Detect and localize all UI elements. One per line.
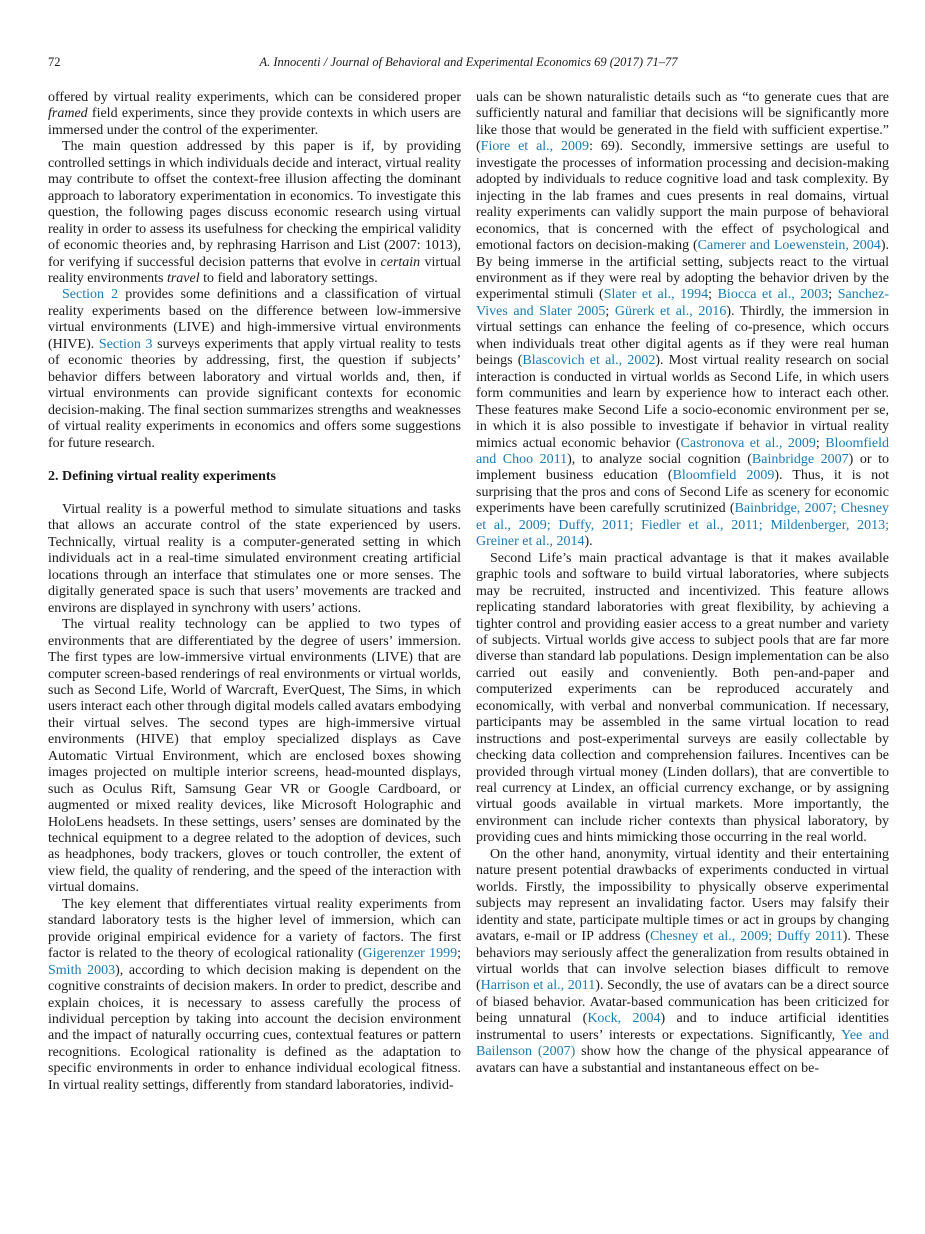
citation-link[interactable]: Harrison et al., 2011 xyxy=(480,978,596,994)
paragraph: The virtual reality technology can be applied to two types of environments that are differentiated by the degree of users’ immersion. The first types are low-immersive virtual environments (LIVE) that are computer screen-based renderings of real environments or virtual worlds, such as Second Life, World of Warcraft, EverQuest, The Sims, in which users interact each other through digital models called avatars embodying their virtual selves. The second types are high-immersive virtual environments (HIVE) that employ specialized displays as Cave Automatic Virtual Environment, which are enclosed boxes showing images projected on multiple interior screens, head-mounted displays, such as Oculus Rift, Samsung Gear VR or Google Cardboard, or augmented or mixed reality devices, like Microsoft Holographic and HoloLens headsets. In these settings, users’ senses are dominated by the technical equipment to a degree related to the adoption of devices, such as headphones, body trackers, gloves or touch controller, the extent of view field, the quality of rendering, and the speed of the interaction with virtual domains. xyxy=(48,617,461,896)
section-heading: 2. Defining virtual reality experiments xyxy=(48,468,276,484)
citation-link[interactable]: Bainbridge, 2007; Chesney et al., 2009; Duffy, 2011; Fiedler et al., 2011; Mildenberger, 2013; Greiner et al., 2014 xyxy=(476,501,889,550)
section-ref-link[interactable]: Section 3 xyxy=(98,336,153,352)
citation-link[interactable]: Fiore et al., 2009 xyxy=(480,139,590,155)
paragraph: uals can be shown naturalistic details such as “to generate cues that are sufficiently natural and familiar that decisions will be significantly more like those that would be generated in the field with sufficient expertise.” (Fiore et al., 2009: 69). Secondly, immersive settings are useful to investigate the processes of information processing and decision-making adopted by individuals to reduce cognitive load and task complexity. By injecting in the lab frames and cues presents in real domains, virtual reality experiments can validly support the main purpose of behavioral economics, that is concerned with the effect of psychological and emotional factors on decision-making (Camerer and Loewenstein, 2004). By being immerse in the artificial setting, subjects react to the virtual environment as if they were real by adopting the behavior driven by the experimental stimuli (Slater et al., 1994; Biocca et al., 2003; Sanchez-Vives and Slater 2005; Gürerk et al., 2016). Thirdly, the immersion in virtual settings can enhance the feeling of co-presence, which occurs when individuals treat other digital agents as if they were real human beings (Blascovich et al., 2002). Most virtual reality research on social interaction is conducted in virtual worlds as Second Life, in which users form communities and learn by experience how to interact each other. These features make Second Life a socio-economic environment per se, in which it is also possible to investigate if behavior in virtual reality mimics actual economic behavior (Castronova et al., 2009; Bloomfield and Choo 2011), to analyze social cognition (Bainbridge 2007) or to implement business education (Bloomfield 2009). Thus, it is not surprising that the pros and cons of Second Life as scenery for economic experiments have been carefully scrutinized (Bainbridge, 2007; Chesney et al., 2009; Duffy, 2011; Fiedler et al., 2011; Mildenberger, 2013; Greiner et al., 2014). xyxy=(476,90,889,550)
citation-link[interactable]: Smith 2003 xyxy=(48,962,116,978)
citation-link[interactable]: Yee and Bailenson (2007) xyxy=(476,1027,889,1060)
citation-link[interactable]: Gigerenzer 1999 xyxy=(362,946,458,962)
citation-link[interactable]: Chesney et al., 2009; Duffy 2011 xyxy=(649,929,843,945)
citation-link[interactable]: Castronova et al., 2009 xyxy=(680,435,816,451)
citation-link[interactable]: Biocca et al., 2003 xyxy=(717,287,829,303)
paragraph: Second Life’s main practical advantage is that it makes available graphic tools and software to build virtual laboratories, where subjects may be recruited, instructed and incentivized. This feature allows replicating standard laboratories with great flexibility, by achieving a tighter control and providing easier access to a great number and variety of subjects. Virtual worlds give access to subject pools that are far more diverse than standard lab populations. Design implementation can be also carried out easily and conveniently. Both pen-and-paper and computerized experiments can be reproduced accurately and economically, with verbal and nonverbal communication. If necessary, participants may be assembled in the same virtual location to read instructions and post-experimental surveys are easily collectable by checking data collection and comprehension failures. Incentives can be provided through virtual money (Linden dollars), that are convertible to real currency at Lindex, an official currency exchange, or by assigning virtual goods available in virtual markets. More importantly, the environment can include richer contexts than physical laboratory, by providing cues and hints mimicking those occurring in the real world. xyxy=(476,550,889,846)
citation-link[interactable]: Kock, 2004 xyxy=(587,1011,661,1027)
emphasis-text: certain xyxy=(380,254,421,270)
left-column xyxy=(48,90,461,1094)
citation-link[interactable]: Blascovich et al., 2002 xyxy=(522,353,656,369)
running-title: A. Innocenti / Journal of Behavioral and Experimental Economics 69 (2017) 71–77 xyxy=(259,55,678,69)
page-number: 72 xyxy=(48,55,61,69)
section-ref-link[interactable]: Section 2 xyxy=(62,287,119,303)
citation-link[interactable]: Bloomfield and Choo 2011 xyxy=(476,435,889,467)
emphasis-text: travel xyxy=(166,270,200,286)
citation-link[interactable]: Bainbridge 2007 xyxy=(751,451,849,467)
citation-link[interactable]: Sanchez-Vives and Slater 2005 xyxy=(476,287,889,319)
paragraph: Virtual reality is a powerful method to simulate situations and tasks that allows an accurate control of the state experienced by users. Technically, virtual reality is a computer-generated setting in which individuals act in a real-time simulated environment creating artificial locations through an interface that stimulates one or more senses. The digitally generated space is such that users’ movements are tracked and environs are displayed in synchrony with users’ actions. xyxy=(48,501,461,616)
citation-link[interactable]: Slater et al., 1994 xyxy=(603,287,709,303)
citation-link[interactable]: Bloomfield 2009 xyxy=(672,468,775,484)
paragraph: The main question addressed by this paper is if, by providing controlled settings in which individuals decide and interact, virtual reality may contribute to offset the context-free illusion affecting the dominant approach to laboratory experimentation in economics. To investigate this question, the following pages discuss economic research using virtual reality in order to assess its usefulness for checking the empirical validity of economic theories and, by rephrasing Harrison and List (2007: 1013), for verifying if successful decision patterns that evolve in certain virtual reality environments travel to field and laboratory settings. xyxy=(48,139,462,286)
article-body xyxy=(48,90,889,1094)
running-head xyxy=(48,55,889,71)
paragraph: Section 2 provides some definitions and a classification of virtual reality experiments based on the difference between low-immersive virtual environments (LIVE) and high-immersive virtual environments (HIVE). Section 3 surveys experiments that apply virtual reality to tests of economic theories by addressing, first, the question if subjects’ behavior differs between laboratory and virtual worlds and, then, if virtual environments can provide significant contexts for economic decision-making. The final section summarizes strengths and weaknesses of virtual reality experiments in economics and offers some suggestions for future research. xyxy=(48,287,462,451)
paragraph: offered by virtual reality experiments, which can be considered proper framed field experiments, since they provide contexts in which users are immersed under the control of the experimenter. xyxy=(48,90,461,138)
emphasis-text: framed xyxy=(48,106,88,122)
right-column xyxy=(476,90,889,1094)
citation-link[interactable]: Camerer and Loewenstein, 2004 xyxy=(697,238,881,254)
paragraph: The key element that differentiates virtual reality experiments from standard laboratory tests is the higher level of immersion, which can provide original empirical evidence for a variety of factors. The first factor is related to the theory of ecological rationality (Gigerenzer 1999; Smith 2003), according to which decision making is dependent on the cognitive constraints of decision makers. In order to predict, describe and explain choices, it is necessary to assess carefully the process of individual perception by taking into account the decision environment and the impact of naturally occurring cues, contextual features or pattern recognitions. Ecological rationality is defined as the adaptation to specific environments in order to enhance individual ecological fitness. In virtual reality settings, differently from standard laboratories, individ- xyxy=(48,896,461,1093)
paragraph: On the other hand, anonymity, virtual identity and their entertaining nature present potential drawbacks of experiments conducted in virtual worlds. Firstly, the impossibility to physically observe experimental subjects may represent an invalidating factor. Users may falsify their identity and state, participate multiple times or act in groups by changing avatars, e-mail or IP address (Chesney et al., 2009; Duffy 2011). These behaviors may seriously affect the generalization from results obtained in virtual worlds that can involve selection biases difficult to remove (Harrison et al., 2011). Secondly, the use of avatars can be a direct source of biased behavior. Avatar-based communication has been criticized for being unnatural (Kock, 2004) and to induce artificial identities instrumental to users’ interests or expectations. Significantly, Yee and Bailenson (2007) show how the change of the physical appearance of avatars can have a substantial and instantaneous effect on be- xyxy=(476,846,889,1076)
citation-link[interactable]: Gürerk et al., 2016 xyxy=(614,303,727,319)
